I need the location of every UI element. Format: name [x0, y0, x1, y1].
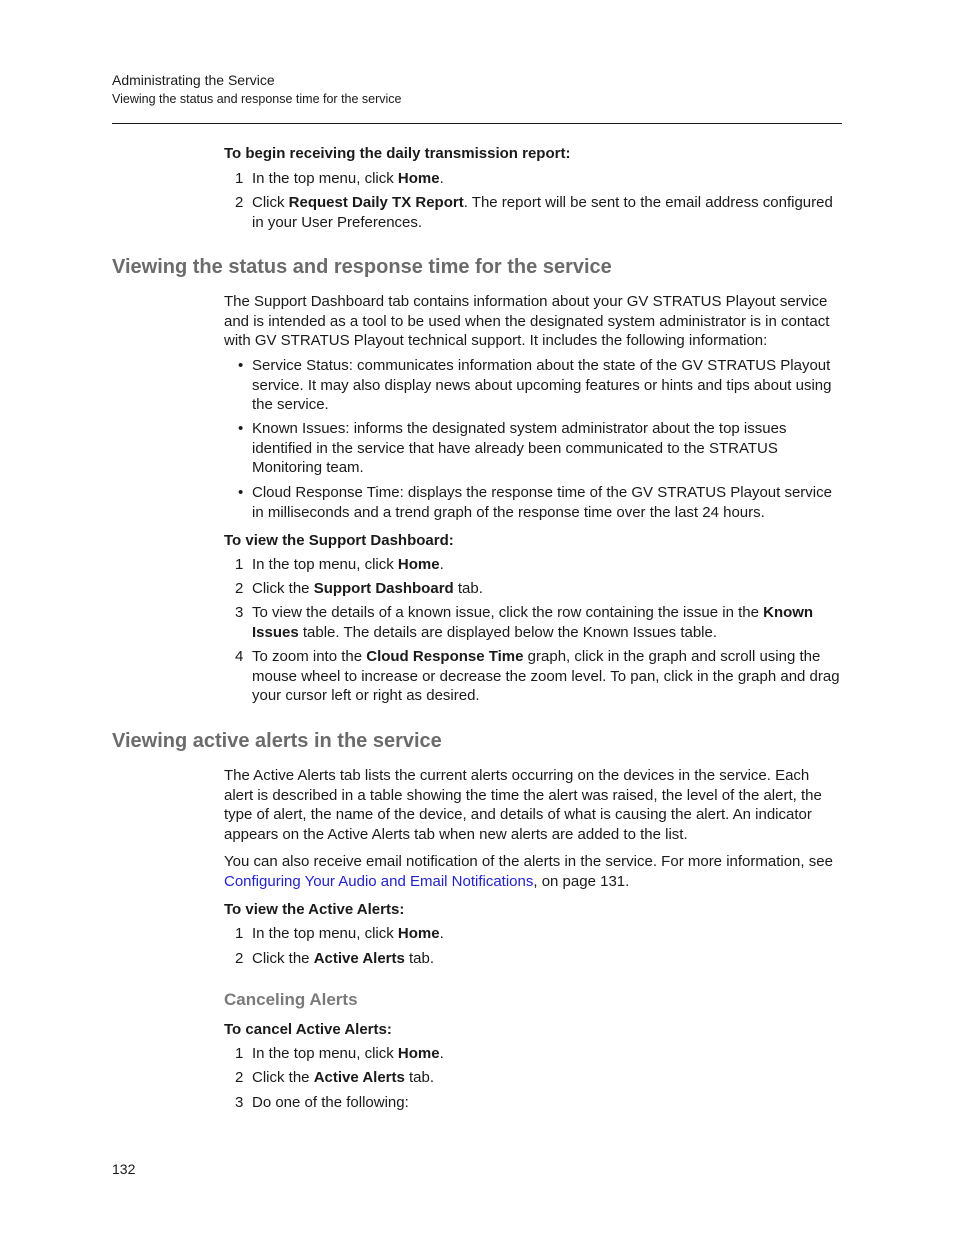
email-text: , on page 131. — [533, 872, 630, 890]
step-ui-term: Active Alerts — [313, 1069, 405, 1086]
email-text: You can also receive email notification of the alerts in the service. For more information, see — [224, 853, 833, 870]
bullet-marker: • — [238, 420, 244, 437]
step-number: 2 — [235, 950, 244, 967]
step-ui-term: Cloud Response Time — [366, 648, 524, 665]
section-heading-status: Viewing the status and response time for the service — [112, 256, 612, 278]
step-text: Click — [252, 194, 289, 211]
bullet-text: Service Status: communicates information about the state of the GV STRATUS Playout service. It may also display news about upcoming features or hints and tips about using the service. — [252, 357, 832, 414]
step-number: 1 — [235, 925, 244, 942]
step-number: 1 — [235, 170, 244, 187]
header-divider — [112, 123, 842, 124]
step — [224, 1093, 842, 1113]
step-text: graph, click in the graph and scroll using the mouse wheel to increase or decrease the zoom level. To pan, click in the graph and drag your cursor left or right as desired. — [252, 648, 840, 705]
header-title: Administrating the Service — [112, 72, 275, 88]
step-text: In the top menu, click — [252, 170, 398, 187]
step — [224, 1068, 842, 1088]
step-ui-term: Home — [397, 170, 440, 187]
step-text: tab. — [453, 580, 483, 597]
bullet-marker: • — [238, 357, 244, 374]
step-text: . — [439, 925, 444, 942]
step-number: 3 — [235, 1094, 244, 1111]
procedure-title: To cancel Active Alerts: — [224, 1021, 392, 1038]
step-text: Click the — [252, 950, 314, 967]
section-heading-alerts: Viewing active alerts in the service — [112, 730, 442, 752]
step — [224, 555, 842, 575]
step-text: tab. — [404, 1069, 435, 1086]
step — [224, 1044, 842, 1064]
procedure-title: To view the Support Dashboard: — [224, 532, 454, 549]
step-ui-term: Request Daily TX Report — [288, 194, 464, 211]
step-number: 2 — [235, 194, 244, 211]
bullet-text: Known Issues: informs the designated system administrator about the top issues identified in the service that have already been communicated to the STRATUS Monitoring team. — [252, 420, 787, 477]
email-paragraph — [224, 852, 842, 891]
step-ui-term: Home — [397, 1045, 440, 1062]
notifications-link[interactable]: Configuring Your Audio and Email Notifications — [224, 872, 534, 890]
step-text: . The report will be sent to the email address configured in your User Preferences. — [252, 194, 833, 231]
step-text: table. The details are displayed below the Known Issues table. — [298, 623, 718, 641]
step — [224, 647, 842, 706]
step-text: In the top menu, click — [252, 1045, 398, 1062]
step — [224, 579, 842, 599]
step-text: Do one of the following: — [252, 1094, 409, 1111]
header-subtitle: Viewing the status and response time for the service — [112, 92, 402, 106]
step-text: To view the details of a known issue, click the row containing the issue in the — [252, 604, 764, 621]
step — [224, 924, 842, 944]
step-text: Click the — [252, 580, 314, 597]
step — [224, 193, 842, 232]
step-number: 2 — [235, 1069, 244, 1086]
step — [224, 949, 842, 969]
step-number: 1 — [235, 1045, 244, 1062]
running-header — [112, 70, 402, 108]
step — [224, 169, 842, 189]
step-number: 2 — [235, 580, 244, 597]
step-text: To zoom into the — [252, 648, 367, 665]
list-item — [224, 483, 842, 522]
status-intro: The Support Dashboard tab contains information about your GV STRATUS Playout service and is intended as a tool to be used when the designated system administrator is in contact with GV STRATUS Playout technical support. It includes the following information: — [224, 293, 830, 350]
procedure-title: To begin receiving the daily transmission report: — [224, 145, 571, 162]
subsection-heading-canceling: Canceling Alerts — [224, 990, 358, 1009]
step-text: Click the — [252, 1069, 314, 1086]
step-number: 3 — [235, 604, 244, 621]
list-item — [224, 356, 842, 415]
step-text: In the top menu, click — [252, 925, 398, 942]
list-item — [224, 419, 842, 478]
procedure-title: To view the Active Alerts: — [224, 901, 405, 918]
step-ui-term: Active Alerts — [313, 950, 405, 967]
step-number: 4 — [235, 648, 244, 665]
step — [224, 603, 842, 642]
step-ui-term: Home — [397, 925, 440, 942]
step-text: . — [439, 556, 444, 573]
tx-report-procedure — [224, 144, 842, 231]
step-text: . — [439, 170, 444, 187]
step-text: In the top menu, click — [252, 556, 398, 573]
step-ui-term: Support Dashboard — [313, 580, 454, 597]
step-ui-term: Known Issues — [252, 604, 814, 641]
step-number: 1 — [235, 556, 244, 573]
page-number: 132 — [112, 1161, 136, 1177]
step-text: . — [439, 1045, 444, 1062]
bullet-text: Cloud Response Time: displays the response time of the GV STRATUS Playout service in milliseconds and a trend graph of the response time over the last 24 hours. — [252, 484, 832, 521]
alerts-intro: The Active Alerts tab lists the current alerts occurring on the devices in the service. Each alert is described in a table showing the time the alert was raised, the level of the alert, the type of alert, the name of the device, and details of what is causing the alert. An indicator appears on the Active Alerts tab when new alerts are added to the list. — [224, 767, 822, 843]
bullet-marker: • — [238, 484, 244, 501]
step-ui-term: Home — [397, 556, 440, 573]
step-text: tab. — [404, 950, 435, 967]
